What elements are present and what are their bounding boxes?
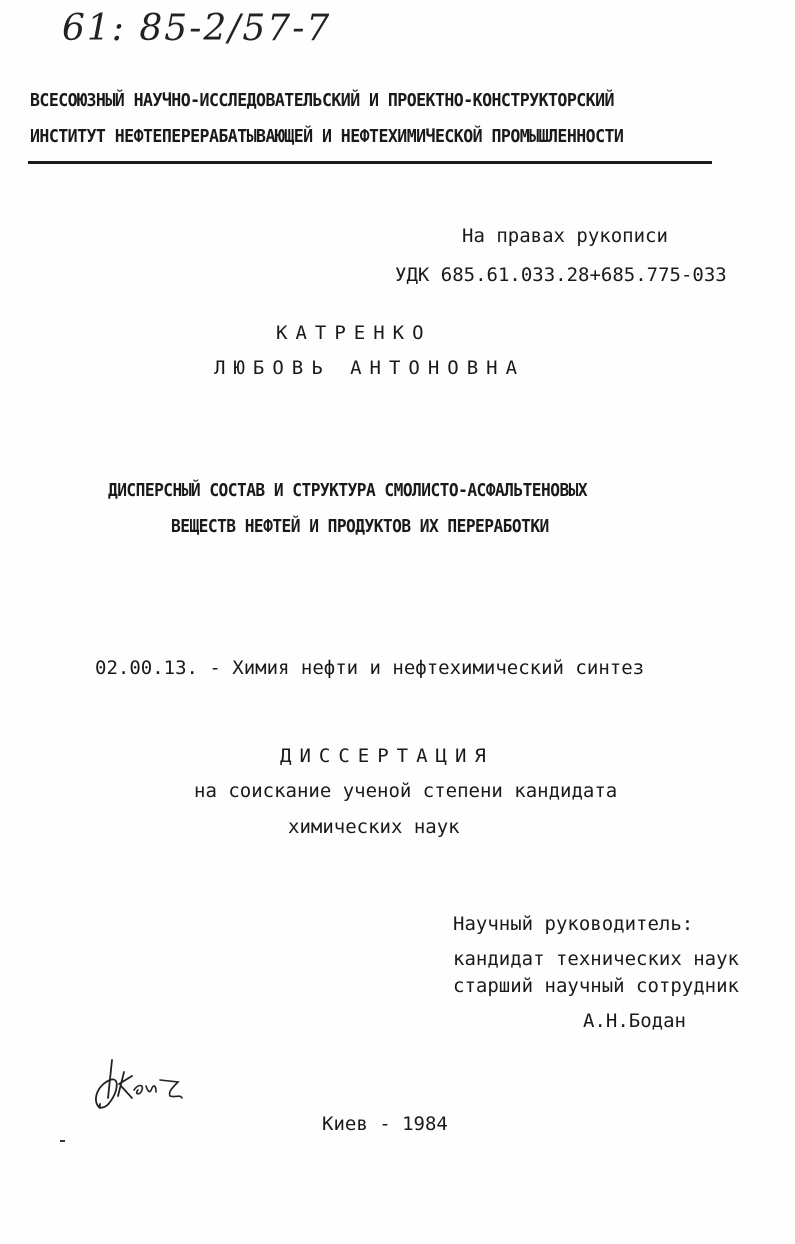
udk-code: УДК 685.61.033.28+685.775-033 — [395, 264, 727, 286]
institution-line-2: ИНСТИТУТ НЕФТЕПЕРЕРАБАТЫВАЮЩЕЙ И НЕФТЕХИМИЧЕСКОЙ ПРОМЫШЛЕННОСТИ — [30, 126, 624, 147]
title-line-1: ДИСПЕРСНЫЙ СОСТАВ И СТРУКТУРА СМОЛИСТО-АСФАЛЬТЕНОВЫХ — [108, 480, 588, 501]
author-name: ЛЮБОВЬ АНТОНОВНА — [214, 357, 526, 379]
dissertation-heading: ДИССЕРТАЦИЯ — [280, 745, 494, 767]
supervisor-label: Научный руководитель: — [453, 913, 694, 935]
dissertation-degree-line: на соискание ученой степени кандидата — [194, 780, 618, 802]
dissertation-field-line: химических наук — [288, 816, 460, 838]
institution-line-1: ВСЕСОЮЗНЫЙ НАУЧНО-ИССЛЕДОВАТЕЛЬСКИЙ И ПРОЕКТНО-КОНСТРУКТОРСКИЙ — [30, 90, 614, 111]
header-rule — [28, 161, 712, 164]
place-year: Киев - 1984 — [322, 1113, 448, 1135]
handwritten-signature — [88, 1050, 198, 1120]
manuscript-rights: На правах рукописи — [462, 225, 668, 247]
author-surname: КАТРЕНКО — [276, 322, 432, 344]
supervisor-name: А.Н.Бодан — [583, 1010, 686, 1032]
title-line-2: ВЕЩЕСТВ НЕФТЕЙ И ПРОДУКТОВ ИХ ПЕРЕРАБОТКИ — [171, 516, 549, 537]
supervisor-position: старший научный сотрудник — [453, 975, 739, 997]
specialty: 02.00.13. - Химия нефти и нефтехимический синтез — [95, 657, 645, 679]
margin-mark — [60, 1140, 65, 1142]
archive-number: 61: 85-2/57-7 — [62, 8, 332, 49]
supervisor-degree: кандидат технических наук — [453, 948, 739, 970]
